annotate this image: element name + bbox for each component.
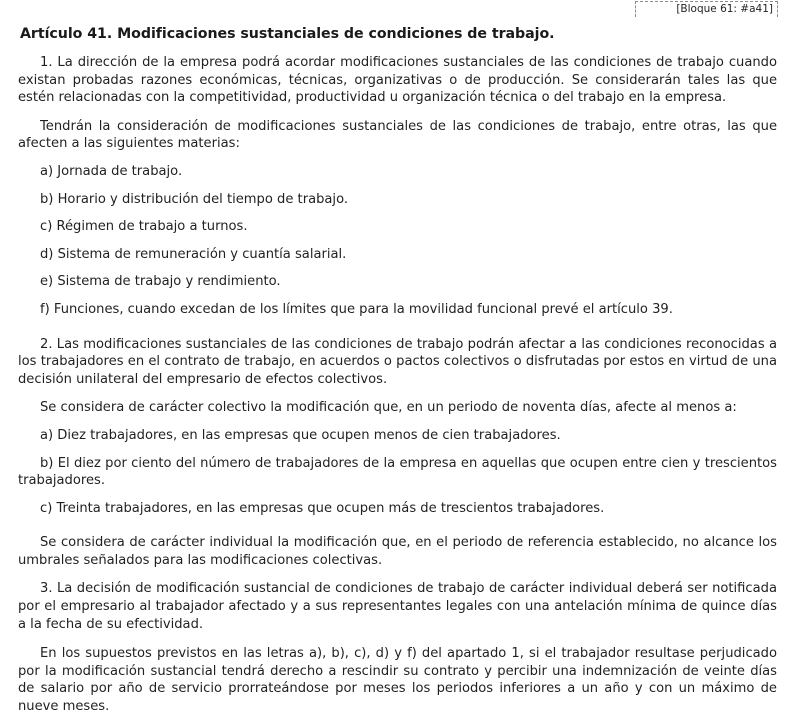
- paragraph-item-a: a) Jornada de trabajo.: [40, 163, 183, 179]
- paragraph-p5: Se considera de carácter individual la modificación que, en el periodo de referencia establecido, no alcance los umbrales señalados para las modificaciones colectivas.: [18, 535, 777, 568]
- paragraph-item-b: b) Horario y distribución del tiempo de trabajo.: [40, 191, 349, 207]
- paragraph-item-e: e) Sistema de trabajo y rendimiento.: [40, 274, 281, 290]
- paragraph-p7: En los supuestos previstos en las letras a), b), c), d) y f) del apartado 1, si el trabajador resultase perjudicado por la modificación sustancial tendrá derecho a rescindir su contrato y percibir una indemnización de veinte días de salario por año de servicio prorrateándose por meses los periodos inferiores a un año y con un máximo de nueve meses.: [18, 646, 777, 715]
- paragraph-item-f: f) Funciones, cuando excedan de los límites que para la movilidad funcional prevé el artículo 39.: [40, 301, 673, 317]
- paragraph-p1: 1. La dirección de la empresa podrá acordar modificaciones sustanciales de las condiciones de trabajo cuando existan probadas razones económicas, técnicas, organizativas o de producción. Se considerarán tales las que estén relacionadas con la competitividad, productividad u organización técnica o del trabajo en la empresa.: [18, 55, 777, 106]
- paragraph-container: [18, 54, 777, 716]
- document-content: [0, 25, 801, 716]
- block-marker-label: [Bloque 61: #a41]: [635, 1, 778, 17]
- paragraph-p6: 3. La decisión de modificación sustancial de condiciones de trabajo de carácter individual deberá ser notificada por el empresario al trabajador afectado y a sus representantes legales con una antelación mínima de quince días a la fecha de su efectividad.: [18, 581, 777, 632]
- paragraph-item-b2: b) El diez por ciento del número de trabajadores de la empresa en aquellas que ocupen entre cien y trescientos trabajadores.: [18, 455, 777, 489]
- paragraph-item-a2: a) Diez trabajadores, en las empresas que ocupen menos de cien trabajadores.: [40, 427, 561, 443]
- paragraph-p3: 2. Las modificaciones sustanciales de las condiciones de trabajo podrán afectar a las condiciones reconocidas a los trabajadores en el contrato de trabajo, en acuerdos o pactos colectivos o disfrutadas por estos en virtud de una decisión unilateral del empresario de efectos colectivos.: [18, 336, 777, 387]
- page-title: Artículo 41. Modificaciones sustanciales de condiciones de trabajo.: [20, 26, 555, 42]
- paragraph-p2: Tendrán la consideración de modificaciones sustanciales de las condiciones de trabajo, entre otras, las que afecten a las siguientes materias:: [18, 118, 777, 152]
- paragraph-item-c2: c) Treinta trabajadores, en las empresas que ocupen más de trescientos trabajadores.: [40, 500, 605, 516]
- paragraph-item-d: d) Sistema de remuneración y cuantía salarial.: [40, 246, 347, 262]
- paragraph-p4: Se considera de carácter colectivo la modificación que, en un periodo de noventa días, afecte al menos a:: [40, 400, 737, 416]
- block-marker-row: [0, 0, 801, 19]
- paragraph-item-c: c) Régimen de trabajo a turnos.: [40, 219, 248, 235]
